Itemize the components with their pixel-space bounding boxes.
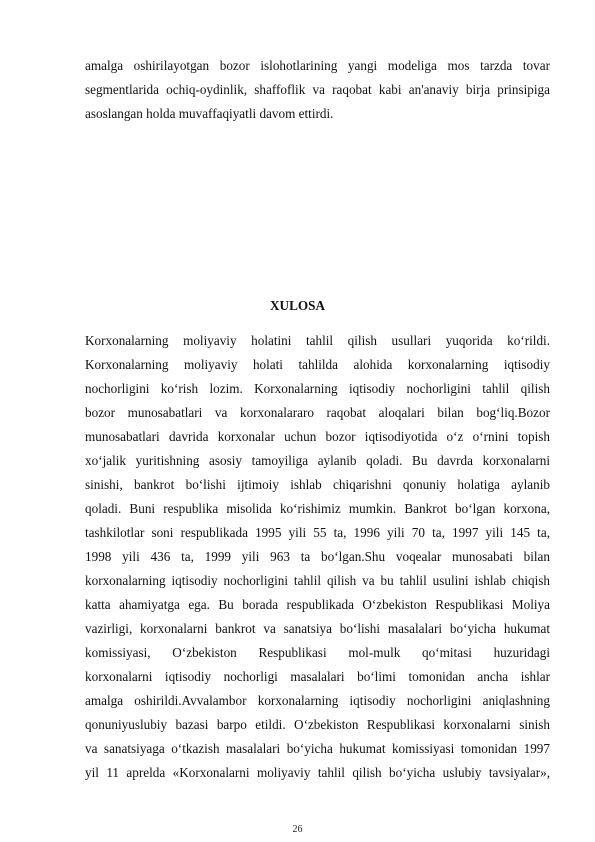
body-line: korxonalarning iqtisodiy nochorligini tahlil qilish va bu tahlil usulini ishlab chiqish	[85, 573, 550, 588]
body-line: bozor munosabatlari va korxonalararo raqobat aloqalari bilan bog‘liq.Bozor	[85, 405, 550, 420]
body-line: katta ahamiyatga ega. Bu borada respublikada O‘zbekiston Respublikasi Moliya	[85, 597, 550, 612]
body-line: vazirligi, korxonalarni bankrot va sanatsiya bo‘lishi masalalari bo‘yicha hukumat	[85, 621, 550, 636]
body-line: xo‘jalik yuritishning asosiy tamoyiliga aylanib qoladi. Bu davrda korxonalarni	[85, 453, 550, 468]
body-line: tashkilotlar soni respublikada 1995 yili 55 ta, 1996 yili 70 ta, 1997 yili 145 ta,	[85, 525, 550, 540]
intro-line: segmentlarida ochiq-oydinlik, shaffoflik va raqobat kabi an'anaviy birja prinsipiga	[85, 82, 550, 97]
body-line: 1998 yili 436 ta, 1999 yili 963 ta bo‘lgan.Shu voqealar munosabati bilan	[85, 549, 550, 564]
body-line: va sanatsiyaga o‘tkazish masalalari bo‘yicha hukumat komissiyasi tomonidan 1997	[85, 741, 550, 756]
body-line: sinishi, bankrot bo‘lishi ijtimoiy ishlab chiqarishni qonuniy holatiga aylanib	[85, 477, 550, 492]
body-line: Korxonalarning moliyaviy holatini tahlil qilish usullari yuqorida ko‘rildi.	[85, 333, 550, 348]
page-number: 26	[292, 824, 303, 835]
section-heading: XULOSA	[270, 298, 325, 313]
body-line: amalga oshirildi.Avvalambor korxonalarning iqtisodiy nochorligini aniqlashning	[85, 693, 550, 708]
intro-line: asoslangan holda muvaffaqiyatli davom ettirdi.	[85, 106, 334, 121]
intro-line: amalga oshirilayotgan bozor islohotlarining yangi modeliga mos tarzda tovar	[85, 58, 550, 73]
body-line: Korxonalarning moliyaviy holati tahlilda alohida korxonalarning iqtisodiy	[85, 357, 550, 372]
body-line: qoladi. Buni respublika misolida ko‘rishimiz mumkin. Bankrot bo‘lgan korxona,	[85, 501, 550, 516]
body-line: komissiyasi, O‘zbekiston Respublikasi mol-mulk qo‘mitasi huzuridagi	[85, 645, 550, 660]
body-line: nochorligini ko‘rish lozim. Korxonalarning iqtisodiy nochorligini tahlil qilish	[85, 381, 550, 396]
body-line: korxonalarni iqtisodiy nochorligi masalalari bo‘limi tomonidan ancha ishlar	[85, 669, 550, 684]
body-line: munosabatlari davrida korxonalar uchun bozor iqtisodiyotida o‘z o‘rnini topish	[85, 429, 550, 444]
body-line: qonuniyuslubiy bazasi barpo etildi. O‘zbekiston Respublikasi korxonalarni sinish	[85, 717, 550, 732]
body-line: yil 11 aprelda «Korxonalarni moliyaviy tahlil qilish bo‘yicha uslubiy tavsiyalar»,	[85, 765, 550, 780]
